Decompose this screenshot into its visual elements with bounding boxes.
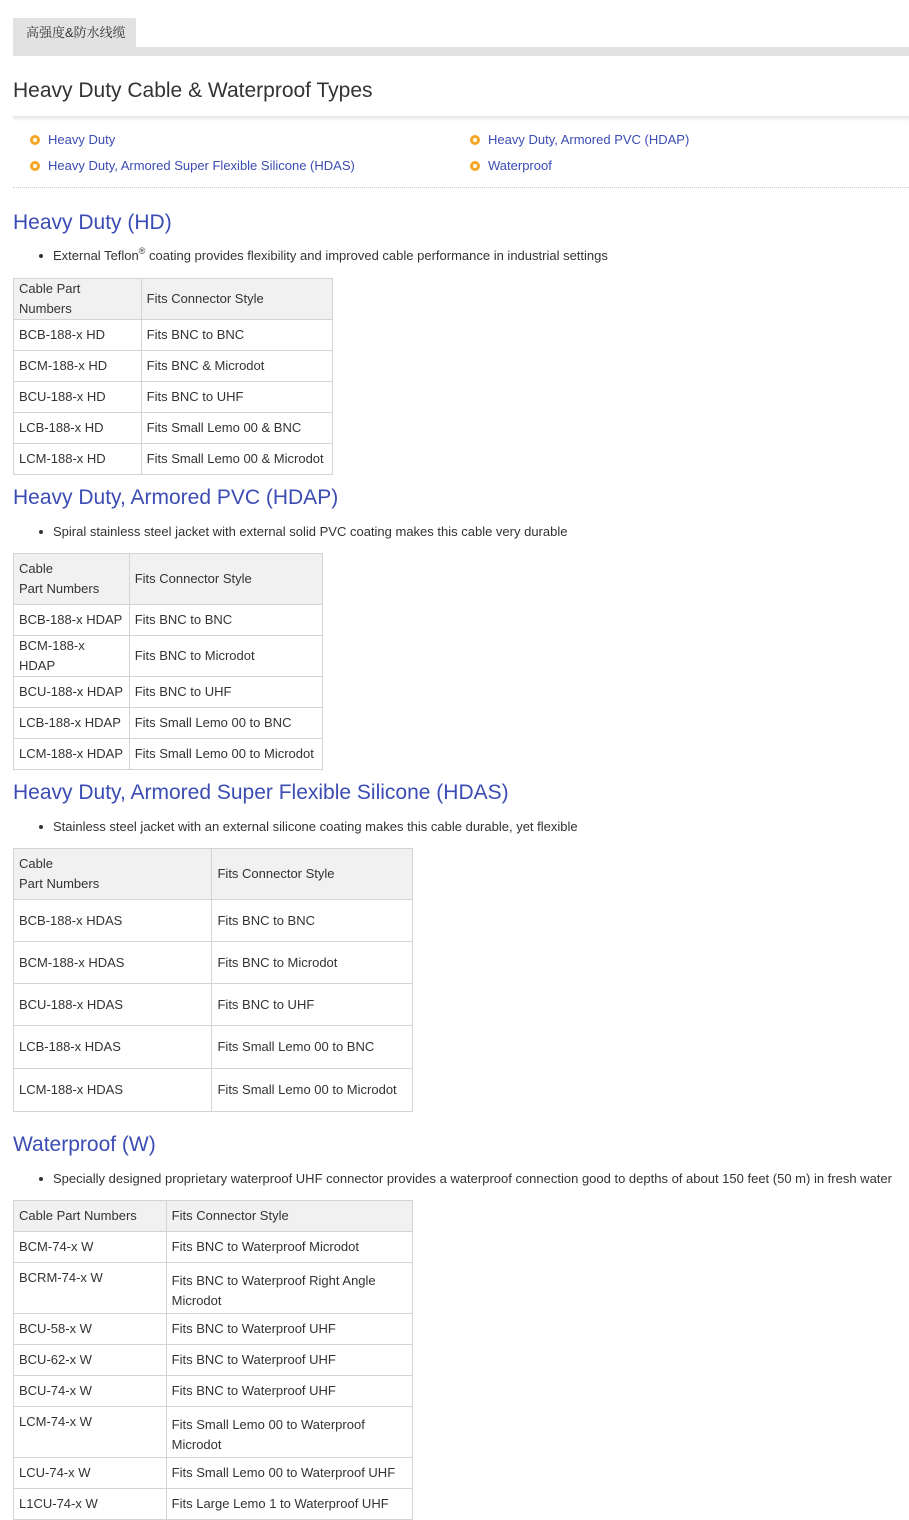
section-desc-waterproof: Specially designed proprietary waterproof UHF connector provides a waterproof connection good to depths of about 150 feet (50 m) in fresh water	[53, 1171, 892, 1186]
connector-style-cell: Fits BNC to Microdot	[129, 636, 322, 677]
toc-link-hdap[interactable]	[470, 130, 689, 150]
part-number-cell: LCM-188-x HDAS	[14, 1069, 212, 1112]
connector-style-cell: Fits Small Lemo 00 to BNC	[212, 1026, 413, 1069]
table-row	[14, 1376, 413, 1407]
connector-style-cell: Fits Small Lemo 00 to BNC	[129, 708, 322, 739]
table-row	[14, 320, 333, 351]
connector-style-cell: Fits BNC to Waterproof UHF	[166, 1376, 412, 1407]
desc-text: coating provides flexibility and improved cable performance in industrial settings	[145, 248, 608, 263]
table-row	[14, 677, 323, 708]
table-row	[14, 708, 323, 739]
toc-link-label: Heavy Duty, Armored Super Flexible Silicone (HDAS)	[48, 158, 355, 173]
cell-line: Microdot	[171, 1292, 222, 1308]
part-number-cell: LCU-74-x W	[14, 1458, 167, 1489]
connector-style-cell	[166, 1263, 412, 1314]
table-row	[14, 605, 323, 636]
part-number-cell: LCB-188-x HDAP	[14, 708, 130, 739]
header-line: Cable	[19, 856, 53, 871]
toc-nav	[13, 116, 909, 188]
connector-style-cell: Fits Large Lemo 1 to Waterproof UHF	[166, 1489, 412, 1520]
connector-style-cell	[166, 1407, 412, 1458]
header-line: Cable	[19, 561, 53, 576]
tab-bar	[13, 0, 909, 56]
part-number-cell: BCU-188-x HDAP	[14, 677, 130, 708]
hdap-table	[13, 553, 323, 770]
part-number-cell: LCB-188-x HD	[14, 413, 142, 444]
table-row	[14, 1407, 413, 1458]
header-part-numbers	[14, 554, 130, 605]
table-row	[14, 1314, 413, 1345]
part-number-cell: BCU-58-x W	[14, 1314, 167, 1345]
table-row	[14, 351, 333, 382]
connector-style-cell: Fits BNC to UHF	[141, 382, 332, 413]
section-desc-hd	[53, 247, 608, 265]
header-connector-style: Fits Connector Style	[212, 849, 413, 900]
connector-style-cell: Fits BNC to Waterproof Microdot	[166, 1232, 412, 1263]
part-number-cell: BCU-74-x W	[14, 1376, 167, 1407]
table-row	[14, 382, 333, 413]
connector-style-cell: Fits BNC to BNC	[212, 900, 413, 942]
part-number-cell: LCM-188-x HD	[14, 444, 142, 475]
table-row	[14, 413, 333, 444]
part-number-cell: BCB-188-x HDAS	[14, 900, 212, 942]
toc-link-hdas[interactable]	[30, 156, 355, 176]
table-row	[14, 636, 323, 677]
table-row	[14, 1489, 413, 1520]
hd-table	[13, 278, 333, 475]
table-row	[14, 900, 413, 942]
connector-style-cell: Fits Small Lemo 00 to Microdot	[129, 739, 322, 770]
table-row	[14, 1232, 413, 1263]
header-part-numbers: Cable Part Numbers	[14, 1201, 167, 1232]
hdas-table	[13, 848, 413, 1112]
toc-link-heavy-duty[interactable]	[30, 130, 115, 150]
table-row	[14, 739, 323, 770]
table-row	[14, 942, 413, 984]
toc-link-label: Heavy Duty	[48, 132, 116, 147]
part-number-cell: BCB-188-x HD	[14, 320, 142, 351]
registered-mark: ®	[138, 246, 146, 256]
connector-style-cell: Fits Small Lemo 00 & Microdot	[141, 444, 332, 475]
connector-style-cell: Fits BNC to UHF	[129, 677, 322, 708]
table-row	[14, 444, 333, 475]
part-number-cell: BCM-188-x HD	[14, 351, 142, 382]
section-title-hdas: Heavy Duty, Armored Super Flexible Silicone (HDAS)	[13, 781, 509, 804]
section-title-hdap: Heavy Duty, Armored PVC (HDAP)	[13, 486, 339, 509]
circle-bullet-icon	[30, 135, 40, 145]
header-connector-style: Fits Connector Style	[129, 554, 322, 605]
section-title-hd: Heavy Duty (HD)	[13, 211, 172, 234]
header-connector-style: Fits Connector Style	[166, 1201, 412, 1232]
connector-style-cell: Fits BNC to Waterproof UHF	[166, 1345, 412, 1376]
table-header-row	[14, 279, 333, 320]
part-number-cell: LCM-188-x HDAP	[14, 739, 130, 770]
circle-bullet-icon	[30, 161, 40, 171]
part-number-cell: BCM-188-x HDAS	[14, 942, 212, 984]
table-row	[14, 1026, 413, 1069]
header-part-numbers: Cable Part Numbers	[14, 279, 142, 320]
table-header-row	[14, 554, 323, 605]
tab-bar-band	[13, 47, 909, 56]
part-number-cell: LCM-74-x W	[14, 1407, 167, 1458]
cell-line: Fits Small Lemo 00 to Waterproof	[171, 1416, 365, 1432]
toc-link-waterproof[interactable]	[470, 156, 552, 176]
part-number-cell: BCU-188-x HDAS	[14, 984, 212, 1026]
part-number-cell: BCM-188-x HDAP	[14, 636, 130, 677]
connector-style-cell: Fits Small Lemo 00 to Microdot	[212, 1069, 413, 1112]
part-number-cell: LCB-188-x HDAS	[14, 1026, 212, 1069]
circle-bullet-icon	[470, 161, 480, 171]
part-number-cell: BCRM-74-x W	[14, 1263, 167, 1314]
connector-style-cell: Fits BNC to UHF	[212, 984, 413, 1026]
part-number-cell: BCM-74-x W	[14, 1232, 167, 1263]
connector-style-cell: Fits BNC to Waterproof UHF	[166, 1314, 412, 1345]
connector-style-cell: Fits BNC to BNC	[141, 320, 332, 351]
table-header-row	[14, 849, 413, 900]
table-row	[14, 1069, 413, 1112]
part-number-cell: BCU-62-x W	[14, 1345, 167, 1376]
connector-style-cell: Fits BNC to BNC	[129, 605, 322, 636]
table-row	[14, 1458, 413, 1489]
section-desc-hdas: Stainless steel jacket with an external silicone coating makes this cable durable, yet flexible	[53, 819, 578, 834]
table-row	[14, 1263, 413, 1314]
cell-line: Fits BNC to Waterproof Right Angle	[171, 1272, 376, 1288]
toc-link-label: Waterproof	[488, 158, 552, 173]
header-line: Part Numbers	[19, 876, 100, 891]
header-connector-style: Fits Connector Style	[141, 279, 332, 320]
table-row	[14, 1345, 413, 1376]
circle-bullet-icon	[470, 135, 480, 145]
table-header-row	[14, 1201, 413, 1232]
page-title: Heavy Duty Cable & Waterproof Types	[13, 79, 373, 102]
waterproof-table	[13, 1200, 413, 1520]
connector-style-cell: Fits Small Lemo 00 & BNC	[141, 413, 332, 444]
tab-heavy-duty-waterproof[interactable]: 高强度&防水线缆	[13, 18, 136, 51]
table-row	[14, 984, 413, 1026]
header-line: Part Numbers	[19, 581, 100, 596]
toc-link-label: Heavy Duty, Armored PVC (HDAP)	[488, 132, 690, 147]
cell-line: Microdot	[171, 1436, 222, 1452]
desc-text: External Teflon	[53, 248, 139, 263]
connector-style-cell: Fits Small Lemo 00 to Waterproof UHF	[166, 1458, 412, 1489]
connector-style-cell: Fits BNC & Microdot	[141, 351, 332, 382]
part-number-cell: BCB-188-x HDAP	[14, 605, 130, 636]
section-title-waterproof: Waterproof (W)	[13, 1133, 156, 1156]
header-part-numbers	[14, 849, 212, 900]
section-desc-hdap: Spiral stainless steel jacket with external solid PVC coating makes this cable very durable	[53, 524, 568, 539]
part-number-cell: L1CU-74-x W	[14, 1489, 167, 1520]
connector-style-cell: Fits BNC to Microdot	[212, 942, 413, 984]
part-number-cell: BCU-188-x HD	[14, 382, 142, 413]
